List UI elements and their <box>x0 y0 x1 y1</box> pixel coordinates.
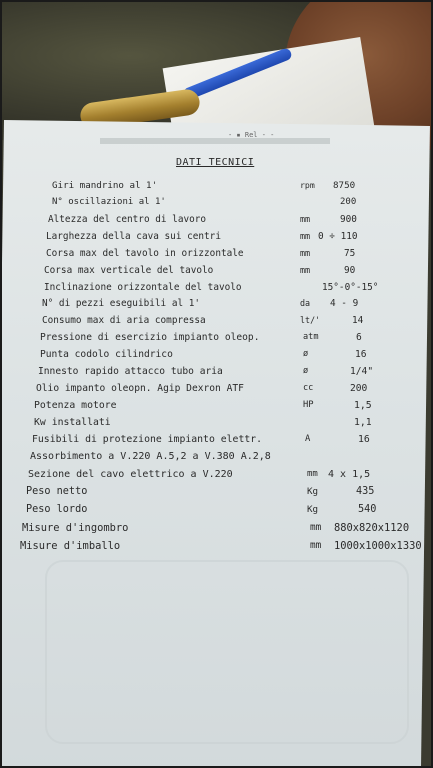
spec-value: 4 - 9 <box>330 298 359 309</box>
spec-unit: Kg <box>307 504 319 515</box>
spec-value: 15°-0°-15° <box>322 282 379 293</box>
spec-value: 4 x 1,5 <box>328 469 371 480</box>
spec-value: 1000x1000x1330 <box>334 540 422 552</box>
spec-value: 1,1 <box>354 417 372 428</box>
spec-label: Consumo max di aria compressa <box>42 315 206 326</box>
spec-value: 880x820x1120 <box>334 522 410 534</box>
spec-value: 75 <box>344 248 356 259</box>
spec-label: Misure d'imballo <box>20 540 121 552</box>
spec-value: 90 <box>344 265 356 276</box>
spec-unit: da <box>300 298 311 308</box>
spec-value: 16 <box>355 349 367 360</box>
spec-label: Peso netto <box>26 486 88 497</box>
spec-value: 16 <box>358 434 370 445</box>
spec-unit: mm <box>300 265 311 275</box>
spec-label: Punta codolo cilindrico <box>40 349 173 360</box>
sheet-top-strip <box>100 138 330 144</box>
spec-value: 8750 <box>333 180 356 191</box>
spec-label: N° oscillazioni al 1' <box>52 197 166 207</box>
spec-value: 0 ÷ 110 <box>318 231 358 242</box>
spec-label: Potenza motore <box>34 400 117 411</box>
spec-unit: mm <box>310 522 322 533</box>
spec-label: Corsa max del tavolo in orizzontale <box>46 248 244 259</box>
spec-value: 6 <box>356 332 362 343</box>
spec-unit: mm <box>300 231 311 241</box>
spec-label: Innesto rapido attacco tubo aria <box>38 366 223 377</box>
spec-unit: ø <box>303 366 309 376</box>
spec-unit: A <box>305 434 311 444</box>
spec-value: 435 <box>356 486 375 497</box>
spec-value: 200 <box>340 197 357 207</box>
spec-label: Inclinazione orizzontale del tavolo <box>44 282 242 293</box>
spec-unit: atm <box>303 332 319 342</box>
spec-unit: cc <box>303 383 314 393</box>
spec-value: 200 <box>350 383 368 394</box>
spec-label: Corsa max verticale del tavolo <box>44 265 214 276</box>
spec-label: Kw installati <box>34 417 111 428</box>
spec-value: 540 <box>358 504 377 515</box>
spec-label: Altezza del centro di lavoro <box>48 214 207 225</box>
spec-unit: HP <box>303 400 314 410</box>
spec-unit: ø <box>303 349 309 359</box>
spec-unit: mm <box>300 248 311 258</box>
spec-label: N° di pezzi eseguibili al 1' <box>42 298 201 309</box>
spec-label: Giri mandrino al 1' <box>52 180 158 191</box>
spec-label: Olio impanto oleopn. Agip Dexron ATF <box>36 383 244 394</box>
spec-value: 1/4" <box>350 366 374 377</box>
spec-label: Larghezza della cava sui centri <box>46 231 221 242</box>
spec-unit: rpm <box>300 180 315 190</box>
spec-unit: mm <box>310 540 322 551</box>
spec-value: 900 <box>340 214 357 225</box>
spec-label: Sezione del cavo elettrico a V.220 <box>28 469 233 480</box>
sheet-stain-mark <box>45 560 409 744</box>
spec-unit: lt/' <box>300 315 321 325</box>
spec-value: 14 <box>352 315 364 326</box>
spec-unit: mm <box>300 214 311 224</box>
spec-label: Fusibili di protezione impianto elettr. <box>32 434 263 445</box>
spec-label: Peso lordo <box>26 504 88 515</box>
document-title: DATI TECNICI <box>176 157 255 168</box>
spec-unit: mm <box>307 469 318 479</box>
header-mark: - ▪ Rel - - <box>228 131 275 139</box>
spec-label: Misure d'ingombro <box>22 522 129 534</box>
spec-value: 1,5 <box>354 400 372 411</box>
spec-label: Pressione di esercizio impianto oleop. <box>40 332 260 343</box>
spec-label: Assorbimento a V.220 A.5,2 a V.380 A.2,8 <box>30 451 271 462</box>
spec-unit: Kg <box>307 486 319 497</box>
